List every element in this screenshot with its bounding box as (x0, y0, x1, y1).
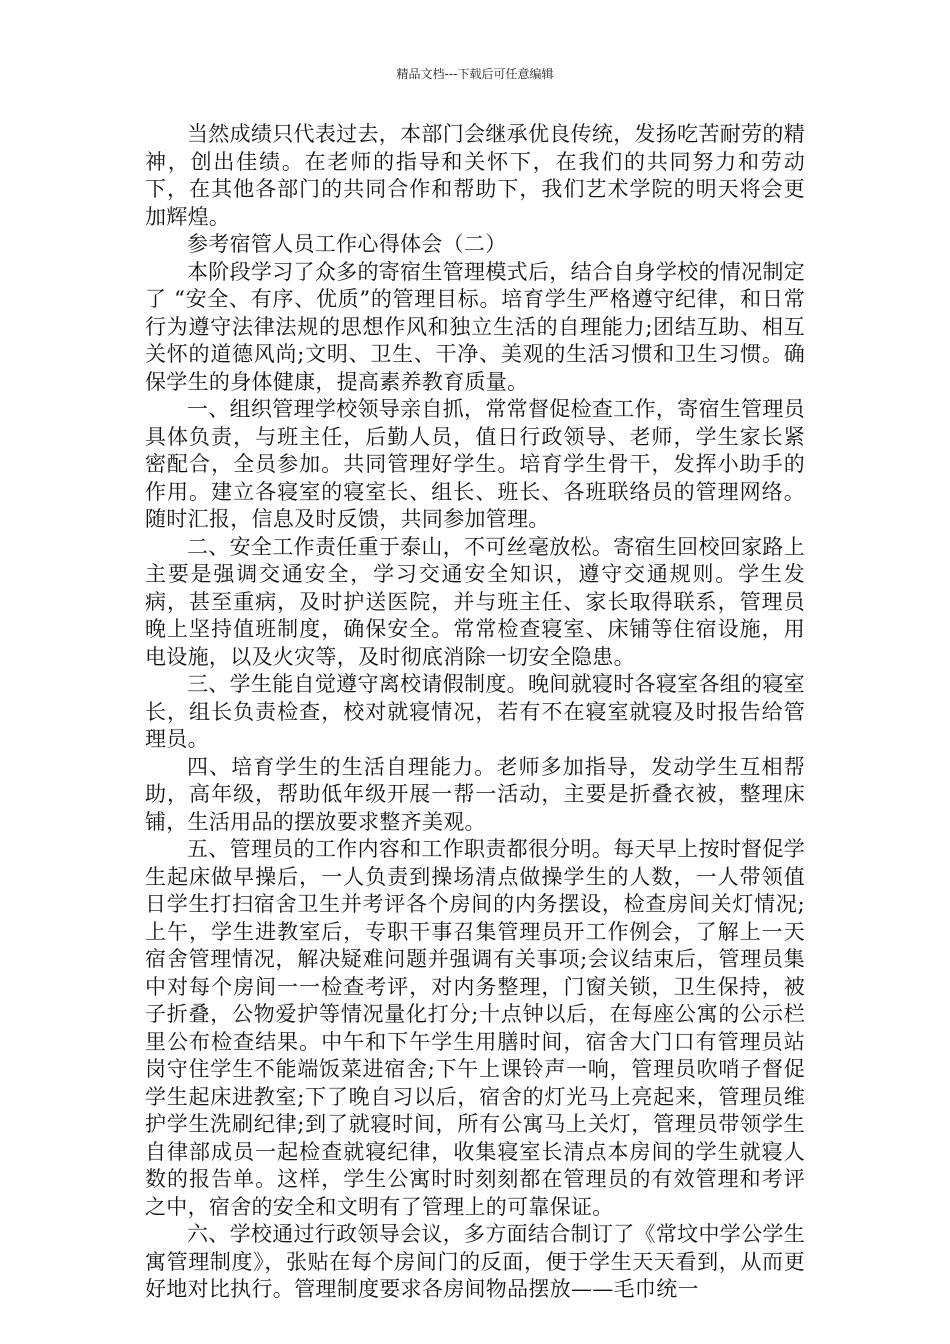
paragraph: 当然成绩只代表过去，本部门会继承优良传统，发扬吃苦耐劳的精神，创出佳绩。在老师的指导和关怀下，在我们的共同努力和劳动下，在其他各部门的共同合作和帮助下，我们艺术学院的明天将会更加辉煌。 (145, 122, 805, 229)
page-header: 精品文档---下载后可任意编辑 (396, 67, 554, 81)
paragraph: 三、学生能自觉遵守离校请假制度。晚间就寝时各寝室各组的寝室长，组长负责检查，校对就寝情况，若有不在寝室就寝及时报告给管理员。 (145, 672, 805, 751)
paragraph: 四、培育学生的生活自理能力。老师多加指导，发动学生互相帮助，高年级，帮助低年级开展一帮一活动，主要是折叠衣被，整理床铺，生活用品的摆放要求整齐美观。 (145, 754, 805, 834)
paragraph: 一、组织管理学校领导亲自抓，常常督促检查工作，寄宿生管理员具体负责，与班主任，后勤人员，值日行政领导、老师，学生家长紧密配合，全员参加。共同管理好学生。培育学生骨干，发挥小助手的作用。建立各寝室的寝室长、组长、班长、各班联络员的管理网络。随时汇报，信息及时反馈，共同参加管理。 (145, 397, 805, 531)
section-title: 参考宿管人员工作心得体会（二） (187, 232, 507, 256)
paragraph: 五、管理员的工作内容和工作职责都很分明。每天早上按时督促学生起床做早操后，一人负责到操场清点做操学生的人数，一人带领值日学生打扫宿舍卫生并考评各个房间的内务摆设，检查房间关灯情况;上午，学生进教室后，专职干事召集管理员开工作例会，了解上一天宿舍管理情况，解决疑难问题并强调有关事项;会议结束后，管理员集中对每个房间一一检查考评，对内务整理，门窗关锁，卫生保持，被子折叠，公物爱护等情况量化打分;十点钟以后，在每座公寓的公示栏里公布检查结果。中午和下午学生用膳时间，宿舍大门口有管理员站岗守住学生不能端饭菜进宿舍;下午上课铃声一响，管理员吹哨子督促学生起床进教室;下了晚自习以后，宿舍的灯光马上亮起来，管理员维护学生洗刷纪律;到了就寝时间，所有公寓马上关灯，管理员带领学生自律部成员一起检查就寝纪律，收集寝室长清点本房间的学生就寝人数的报告单。这样，学生公寓时时刻刻都在管理员的有效管理和考评之中，宿舍的安全和文明有了管理上的可靠保证。 (145, 837, 805, 1219)
paragraph: 二、安全工作责任重于泰山，不可丝毫放松。寄宿生回校回家路上主要是强调交通安全，学习交通安全知识，遵守交通规则。学生发病，甚至重病，及时护送医院，并与班主任、家长取得联系，管理员晚上坚持值班制度，确保安全。常常检查寝室、床铺等住宿设施，用电设施，以及火灾等，及时彻底消除一切安全隐患。 (145, 534, 805, 669)
paragraph: 六、学校通过行政领导会议，多方面结合制订了《常坟中学公学生寓管理制度》，张贴在每个房间门的反面，便于学生天天看到，从而更好地对比执行。管理制度要求各房间物品摆放——毛巾统一 (145, 1222, 805, 1301)
document-body (145, 121, 805, 1304)
paragraph: 本阶段学习了众多的寄宿生管理模式后，结合自身学校的情况制定了 “安全、有序、优质”的管理目标。培育学生严格遵守纪律，和日常行为遵守法律法规的思想作风和独立生活的自理能力;团结互助、相互关怀的道德风尚;文明、卫生、干净、美观的生活习惯和卫生习惯。确保学生的身体健康，提高素养教育质量。 (145, 259, 805, 394)
